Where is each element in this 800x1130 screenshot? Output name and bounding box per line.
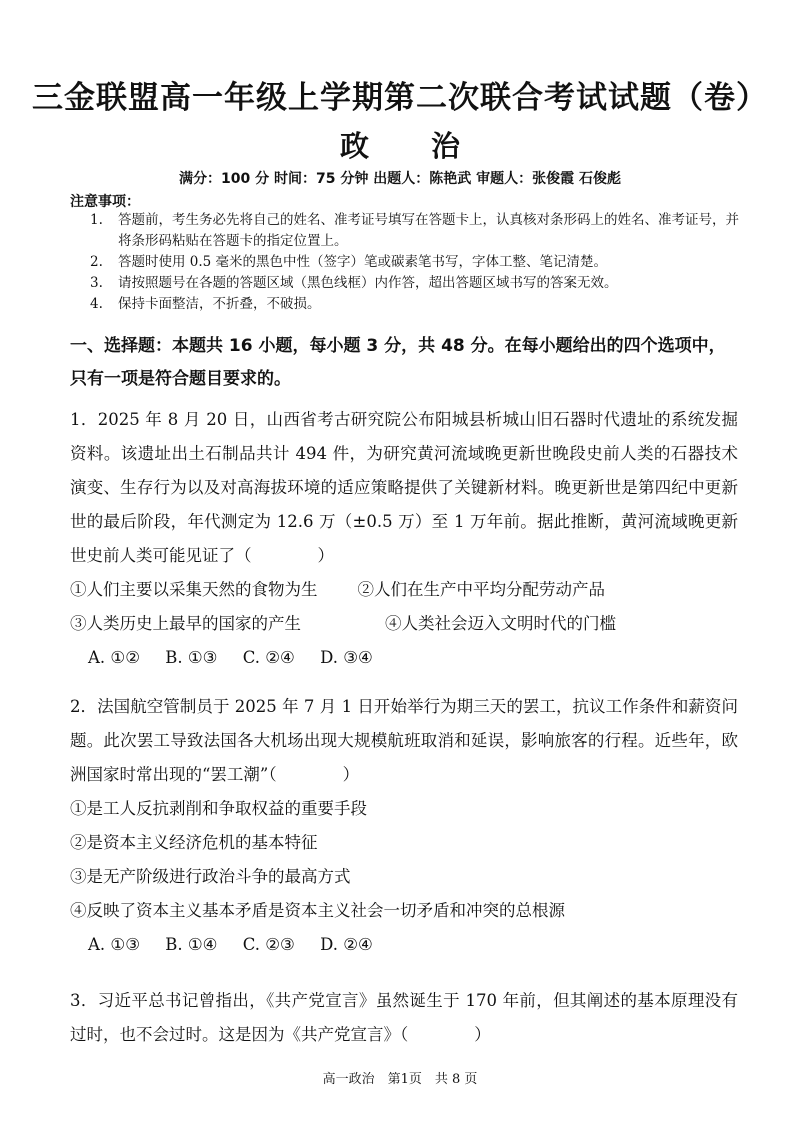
option-item: ②人们在生产中平均分配劳动产品 bbox=[357, 580, 605, 599]
section-heading: 一、选择题：本题共 16 小题，每小题 3 分，共 48 分。在每小题给出的四个选项中，只有一项是符合题目要求的。 bbox=[70, 336, 726, 389]
option-item: ①人们主要以采集天然的食物为生 bbox=[70, 580, 318, 599]
note-number: 3. bbox=[90, 275, 103, 291]
note-item bbox=[90, 294, 740, 315]
note-text: 答题时使用 0.5 毫米的黑色中性（签字）笔或碳素笔书写，字体工整、笔记清楚。 bbox=[118, 254, 608, 270]
option-row bbox=[70, 573, 738, 607]
option-item: ③人类历史上最早的国家的产生 bbox=[70, 614, 301, 633]
note-item bbox=[90, 273, 740, 294]
question-stem: 2．法国航空管制员于 2025 年 7 月 1 日开始举行为期三天的罢工，抗议工作条件和薪资问题。此次罢工导致法国各大机场出现大规模航班取消和延误，影响旅客的行程。近些年，欧洲国家时常出现的“罢工潮”（ ） bbox=[70, 697, 738, 784]
question-stem: 1．2025 年 8 月 20 日，山西省考古研究院公布阳城县析城山旧石器时代遗址的系统发掘资料。该遗址出土石制品共计 494 件，为研究黄河流域晚更新世晚段史前人类的石器技术演变、生存行为以及对高海拔环境的适应策略提供了关键新材料。晚更新世是第四纪中更新世的最后阶段，年代测定为 12.6 万（±0.5 万）至 1 万年前。据此推断，黄河流域晚更新世史前人类可能见证了（ ） bbox=[70, 410, 738, 565]
answer-choice: C. ②④ bbox=[242, 648, 295, 667]
answer-choice: D. ②④ bbox=[320, 935, 373, 954]
option-item: ④反映了资本主义基本矛盾是资本主义社会一切矛盾和冲突的总根源 bbox=[70, 901, 565, 920]
note-number: 4. bbox=[90, 296, 103, 312]
question-1 bbox=[70, 403, 738, 675]
notes-heading: 注意事项： bbox=[70, 194, 140, 210]
note-text: 请按照题号在各题的答题区域（黑色线框）内作答，超出答题区域书写的答案无效。 bbox=[118, 275, 618, 291]
question-stem: 3．习近平总书记曾指出，《共产党宣言》虽然诞生于 170 年前，但其阐述的基本原理没有过时，也不会过时。这是因为《共产党宣言》（ ） bbox=[70, 991, 738, 1044]
answer-choice: B. ①③ bbox=[165, 648, 218, 667]
answer-choices bbox=[70, 641, 738, 675]
subject-title: 政 治 bbox=[339, 129, 487, 163]
option-item: ③是无产阶级进行政治斗争的最高方式 bbox=[70, 867, 351, 886]
exam-meta: 满分：100 分 时间：75 分钟 出题人：陈艳武 审题人：张俊霞 石俊彪 bbox=[179, 171, 621, 187]
answer-choice: D. ③④ bbox=[320, 648, 373, 667]
note-number: 2. bbox=[90, 254, 103, 270]
notes-list bbox=[90, 210, 740, 315]
note-text: 答题前，考生务必先将自己的姓名、准考证号填写在答题卡上，认真核对条形码上的姓名、准考证号，并将条形码粘贴在答题卡的指定位置上。 bbox=[118, 212, 739, 249]
answer-choice: B. ①④ bbox=[165, 935, 218, 954]
note-text: 保持卡面整洁，不折叠，不破损。 bbox=[118, 296, 321, 312]
answer-choices bbox=[70, 928, 738, 962]
answer-choice: A. ①③ bbox=[88, 935, 140, 954]
note-number: 1. bbox=[90, 212, 103, 228]
option-item: ④人类社会迈入文明时代的门槛 bbox=[385, 614, 616, 633]
question-3 bbox=[70, 984, 738, 1052]
option-item: ②是资本主义经济危机的基本特征 bbox=[70, 833, 318, 852]
option-row bbox=[70, 607, 738, 641]
answer-choice: A. ①② bbox=[88, 648, 140, 667]
option-item: ①是工人反抗剥削和争取权益的重要手段 bbox=[70, 799, 367, 818]
note-item bbox=[90, 210, 740, 252]
answer-choice: C. ②③ bbox=[242, 935, 295, 954]
page-footer: 高一政治 第1页 共 8 页 bbox=[322, 1072, 478, 1087]
question-2 bbox=[70, 690, 738, 962]
exam-title: 三金联盟高一年级上学期第二次联合考试试题（卷） bbox=[32, 80, 768, 116]
note-item bbox=[90, 252, 740, 273]
